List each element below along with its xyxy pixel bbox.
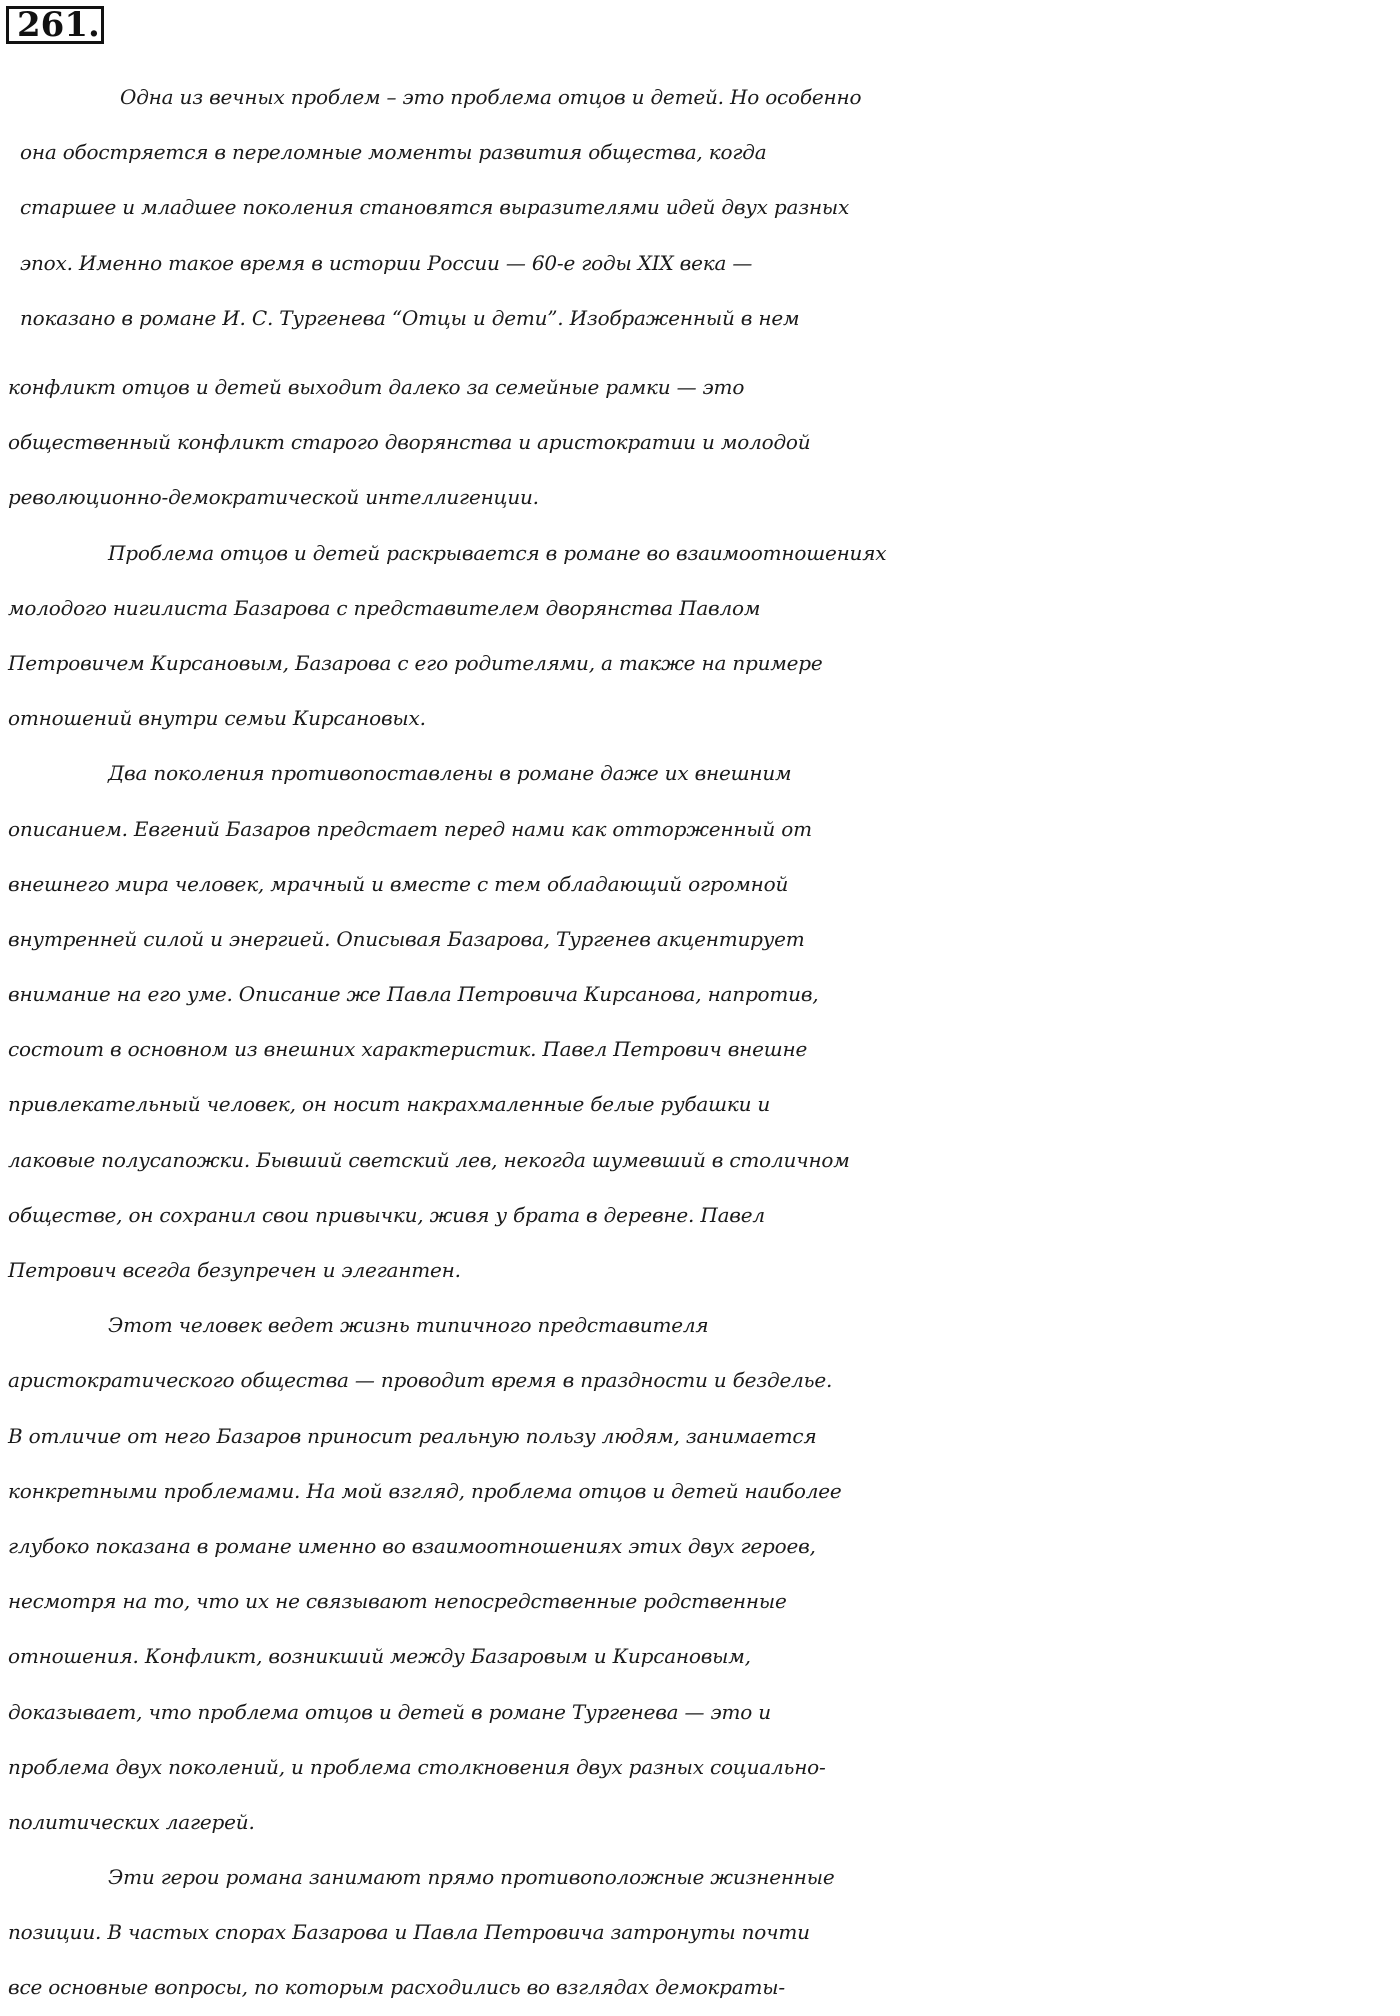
text-line: Петровичем Кирсановым, Базарова с его родителями, а также на примере bbox=[8, 650, 823, 675]
text-line: эпох. Именно такое время в истории России — 60-е годы XIX века — bbox=[20, 250, 753, 275]
text-line: молодого нигилиста Базарова с представителем дворянства Павлом bbox=[8, 595, 761, 620]
text-line: состоит в основном из внешних характеристик. Павел Петрович внешне bbox=[8, 1037, 808, 1062]
paragraph-start-line: Два поколения противопоставлены в романе даже их внешним bbox=[108, 761, 792, 786]
text-line: общественный конфликт старого дворянства и аристократии и молодой bbox=[8, 430, 811, 455]
text-line: она обостряется в переломные моменты развития общества, когда bbox=[20, 140, 767, 165]
text-line: отношения. Конфликт, возникший между Базаровым и Кирсановым, bbox=[8, 1644, 751, 1669]
text-line: проблема двух поколений, и проблема столкновения двух разных социально- bbox=[8, 1754, 826, 1779]
text-line: несмотря на то, что их не связывают непосредственные родственные bbox=[8, 1589, 787, 1614]
text-line: политических лагерей. bbox=[8, 1809, 255, 1834]
text-line: аристократического общества — проводит время в праздности и безделье. bbox=[8, 1368, 833, 1393]
paragraph-start-line: Проблема отцов и детей раскрывается в романе во взаимоотношениях bbox=[108, 540, 887, 565]
intro-paragraph bbox=[20, 70, 1400, 346]
text-line: показано в романе И. С. Тургенева “Отцы и дети”. Изображенный в нем bbox=[20, 305, 800, 330]
text-line: внимание на его уме. Описание же Павла Петровича Кирсанова, напротив, bbox=[8, 982, 819, 1007]
text-line: все основные вопросы, по которым расходились во взглядах демократы- bbox=[8, 1975, 785, 2000]
text-line: обществе, он сохранил свои привычки, живя у брата в деревне. Павел bbox=[8, 1202, 765, 1227]
text-line: описанием. Евгений Базаров предстает перед нами как отторженный от bbox=[8, 816, 812, 841]
text-line: революционно-демократической интеллигенции. bbox=[8, 485, 539, 510]
text-line: В отличие от него Базаров приносит реальную пользу людям, занимается bbox=[8, 1423, 817, 1448]
exercise-number: 261. bbox=[6, 6, 104, 44]
text-line: лаковые полусапожки. Бывший светский лев, некогда шумевший в столичном bbox=[8, 1147, 850, 1172]
paragraph-start-line: Этот человек ведет жизнь типичного представителя bbox=[108, 1313, 709, 1338]
text-line: отношений внутри семьи Кирсановых. bbox=[8, 706, 426, 731]
text-line: доказывает, что проблема отцов и детей в романе Тургенева — это и bbox=[8, 1699, 771, 1724]
text-line: Петрович всегда безупречен и элегантен. bbox=[8, 1258, 461, 1282]
text-line: внутренней силой и энергией. Описывая Базарова, Тургенев акцентирует bbox=[8, 926, 805, 951]
text-line: глубоко показана в романе именно во взаимоотношениях этих двух героев, bbox=[8, 1533, 816, 1558]
text-line: старшее и младшее поколения становятся выразителями идей двух разных bbox=[20, 195, 850, 220]
body-text bbox=[8, 360, 1400, 2016]
text-line: внешнего мира человек, мрачный и вместе с тем обладающий огромной bbox=[8, 871, 789, 896]
text-line: Одна из вечных проблем – это проблема отцов и детей. Но особенно bbox=[120, 85, 862, 109]
text-line: конкретными проблемами. На мой взгляд, проблема отцов и детей наиболее bbox=[8, 1478, 842, 1503]
text-line: конфликт отцов и детей выходит далеко за семейные рамки — это bbox=[8, 375, 745, 399]
text-line: позиции. В частых спорах Базарова и Павла Петровича затронуты почти bbox=[8, 1920, 810, 1945]
text-line: привлекательный человек, он носит накрахмаленные белые рубашки и bbox=[8, 1092, 771, 1117]
paragraph-start-line: Эти герои романа занимают прямо противоположные жизненные bbox=[108, 1865, 835, 1890]
